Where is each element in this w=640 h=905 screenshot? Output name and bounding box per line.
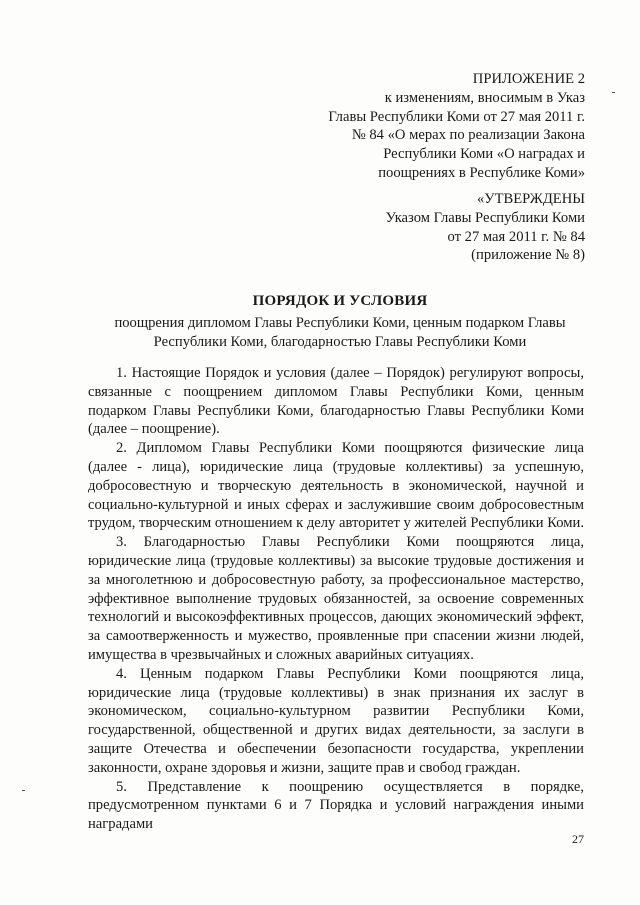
- approval-block: [330, 190, 585, 265]
- paragraph-2: 2. Дипломом Главы Республики Коми поощряются физические лица (далее - лица), юридические лица (трудовые коллективы) за успешную, добросовестную и творческую деятельность в экономической, научной и социально-культурной и иных сферах и заслужившие своим добросовестным трудом, творческим отношением к делу авторитет у жителей Республики Коми.: [88, 440, 584, 532]
- scan-speck: [22, 790, 25, 791]
- approval-line: от 27 мая 2011 г. № 84: [447, 228, 585, 245]
- paragraph-3: 3. Благодарностью Главы Республики Коми поощряются лица, юридические лица (трудовые коллективы) за высокие трудовые достижения и за многолетнюю и добросовестную работу, за профессиональное мастерство, эффективное выполнение трудовых обязанностей, за освоение современных технологий и высокоэффективных процессов, дающих экономический эффект, за самоотверженность и мужество, проявленные при спасении жизни людей, имущества в чрезвычайных и сложных аварийных ситуациях.: [88, 534, 584, 663]
- paragraph-1: 1. Настоящие Порядок и условия (далее – Порядок) регулируют вопросы, связанные с поощрением дипломом Главы Республики Коми, ценным подарком Главы Республики Коми, благодарностью Главы Республики Коми (далее – поощрение).: [88, 365, 584, 438]
- appendix-line: ПРИЛОЖЕНИЕ 2: [472, 71, 585, 87]
- appendix-line: Республики Коми «О наградах и: [383, 146, 585, 163]
- document-subtitle: поощрения дипломом Главы Республики Коми, ценным подарком Главы Республики Коми, благодарностью Главы Республики Коми: [114, 315, 566, 350]
- approval-line: «УТВЕРЖДЕНЫ: [476, 191, 585, 207]
- paragraph-4: 4. Ценным подарком Главы Республики Коми поощряются лица, юридические лица (трудовые коллективы) в знак признания их заслуг в экономическом, социально-культурном развитии Республики Коми, государственной, общественной и других видах деятельности, за заслуги в защите Отечества и обеспечении безопасности государства, укреплении законности, охране здоровья и жизни, защите прав и свобод граждан.: [88, 665, 584, 776]
- appendix-header: [300, 70, 585, 183]
- appendix-line: № 84 «О мерах по реализации Закона: [351, 127, 585, 144]
- document-body: [88, 364, 584, 834]
- appendix-line: поощрениях в Республике Коми»: [378, 164, 585, 181]
- paragraph-5: 5. Представление к поощрению осуществляется в порядке, предусмотренном пунктами 6 и 7 Порядка и условий награждения иными наградами: [88, 778, 584, 833]
- page-number: 27: [572, 832, 584, 846]
- approval-line: (приложение № 8): [471, 247, 585, 264]
- approval-line: Указом Главы Республики Коми: [385, 209, 585, 226]
- scan-speck: [612, 92, 615, 93]
- appendix-line: Главы Республики Коми от 27 мая 2011 г.: [328, 108, 585, 125]
- appendix-line: к изменениям, вносимым в Указ: [384, 89, 585, 106]
- document-title: ПОРЯДОК И УСЛОВИЯ: [252, 293, 428, 309]
